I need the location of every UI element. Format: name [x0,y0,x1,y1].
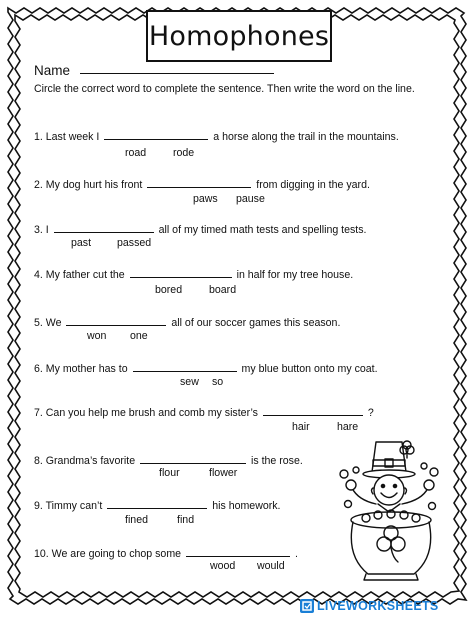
answer-blank[interactable] [140,452,246,464]
question-text: 4. My father cut the [34,269,125,281]
question-text: all of my timed math tests and spelling tests. [158,224,367,236]
name-line[interactable] [80,73,274,74]
choice[interactable]: would [257,560,285,572]
question-text: 8. Grandma’s favorite [34,455,136,467]
question-7 [34,404,374,419]
choice[interactable]: road [125,147,147,159]
answer-blank[interactable] [66,314,166,326]
choice[interactable]: sew [180,376,199,388]
question-text: his homework. [212,500,281,512]
question-text: is the rose. [251,455,303,467]
answer-blank[interactable] [54,221,154,233]
name-label: Name [34,63,71,78]
answer-blank[interactable] [130,266,232,278]
question-text: 9. Timmy can’t [34,500,103,512]
answer-blank[interactable] [263,404,363,416]
answer-blank[interactable] [107,497,207,509]
choice[interactable]: one [130,330,148,342]
choice[interactable]: so [212,376,224,388]
question-text: ? [367,407,374,419]
question-9 [34,497,281,512]
choice[interactable]: hare [337,421,359,433]
choice[interactable]: find [177,514,195,526]
choice[interactable]: paws [193,193,218,205]
choice[interactable]: bored [155,284,183,296]
choice[interactable]: past [71,237,92,249]
answer-blank[interactable] [133,360,237,372]
question-text: in half for my tree house. [236,269,354,281]
question-4 [34,266,353,281]
choice[interactable]: wood [210,560,236,572]
choice[interactable]: hair [292,421,310,433]
choice[interactable]: won [87,330,107,342]
choice[interactable]: board [209,284,237,296]
question-text: from digging in the yard. [256,179,370,191]
answer-blank[interactable] [104,128,208,140]
liveworksheets-logo[interactable] [300,596,439,616]
question-text: my blue button onto my coat. [241,363,378,375]
question-text: 3. I [34,224,49,236]
question-6 [34,360,378,375]
question-10 [34,545,298,560]
question-text: all of our soccer games this season. [171,317,341,329]
question-text: 7. Can you help me brush and comb my sister’s [34,407,258,419]
choice[interactable]: fined [125,514,148,526]
title-box [146,10,332,62]
answer-blank[interactable] [147,176,251,188]
question-text: . [294,548,298,560]
question-8 [34,452,303,467]
question-text: 10. We are going to chop some [34,548,182,560]
instructions: Circle the correct word to complete the sentence. Then write the word on the line. [34,83,415,95]
logo-text: LIVEWORKSHEETS [317,599,439,613]
question-5 [34,314,340,329]
question-3 [34,221,367,236]
choice[interactable]: rode [173,147,195,159]
logo-icon [300,599,314,613]
question-text: a horse along the trail in the mountains. [213,131,399,143]
choice[interactable]: pause [236,193,265,205]
answer-blank[interactable] [186,545,290,557]
page-title: Homophones [148,20,330,52]
leprechaun-pot-of-gold-icon [336,436,446,584]
choice[interactable]: flower [209,467,238,479]
choice[interactable]: flour [159,467,180,479]
question-text: 6. My mother has to [34,363,128,375]
question-text: 1. Last week I [34,131,100,143]
question-text: 2. My dog hurt his front [34,179,143,191]
question-2 [34,176,370,191]
choice[interactable]: passed [117,237,152,249]
question-1 [34,128,399,143]
question-text: 5. We [34,317,62,329]
